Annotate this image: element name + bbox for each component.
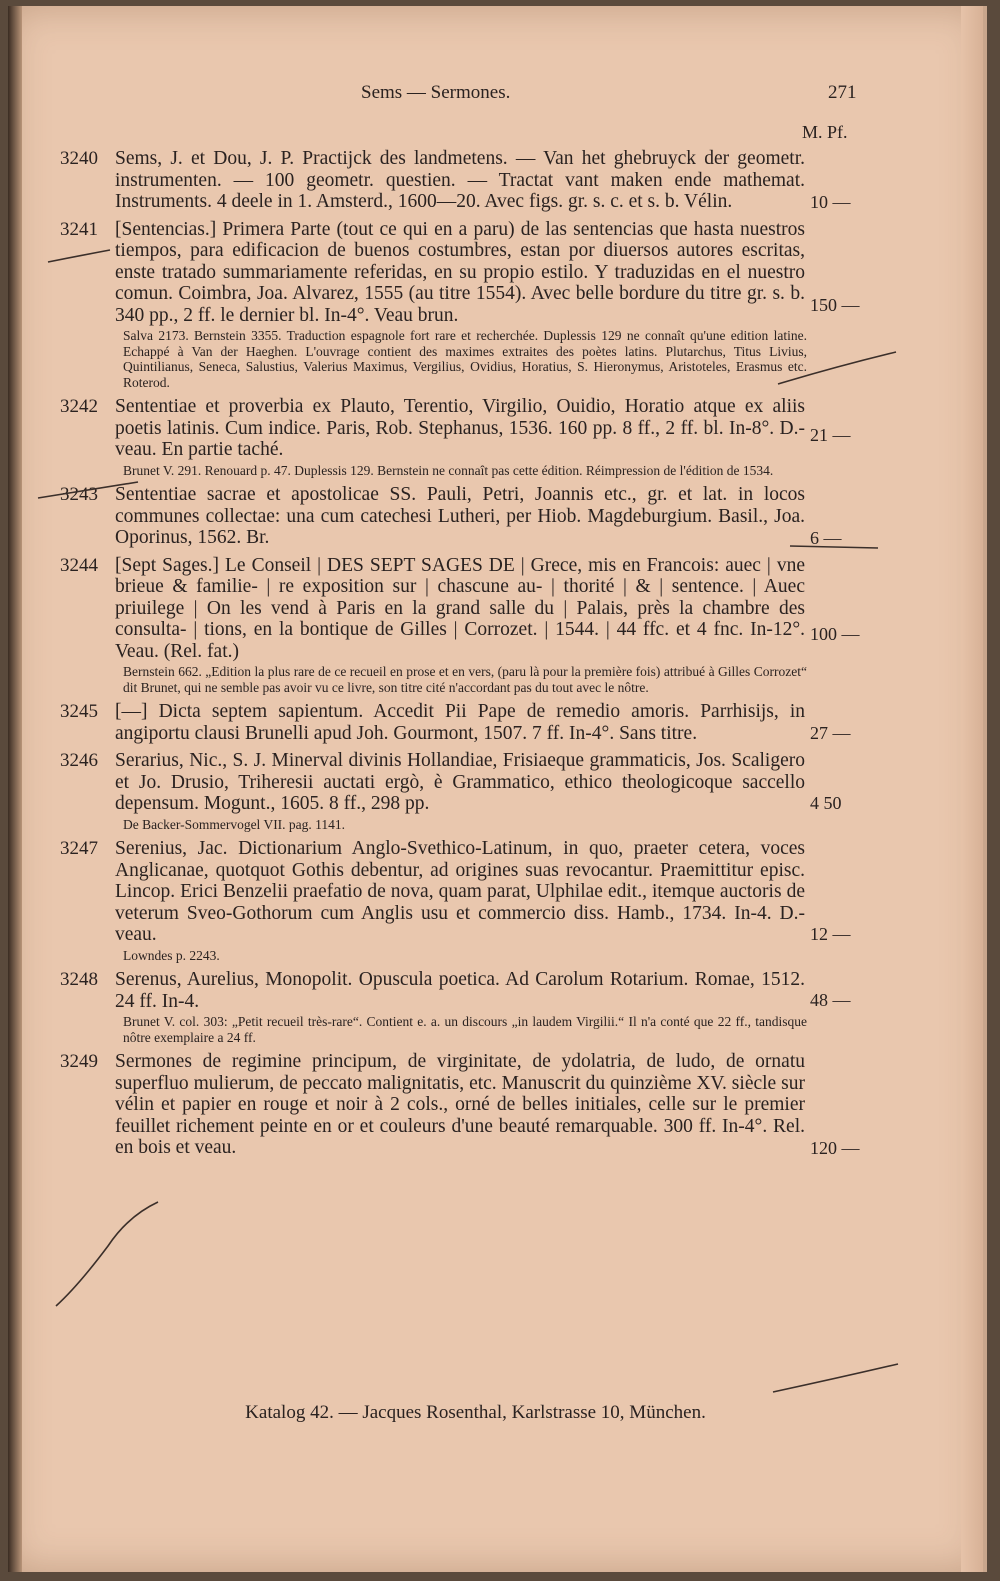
entry-text: Serenius, Jac. Dictionarium Anglo-Svethico-Latinum, in quo, praeter cetera, voces Anglicanae, quotquot Gothis debentur, ad origines suas revocantur. Praemittitur episc. Lincop. Erici Benzelii praefatio de nova, quam parat, Ulphilae edit., itemque auctoris de veterum Sveo-Gothorum cum Anglis usu et commercio diss. Hamb., 1734. In-4. D.-veau. [115, 838, 805, 945]
entry-note: Brunet V. col. 303: „Petit recueil très-rare“. Contient e. a. un discours „in laudem Virgilii.“ Il n'a conté que 22 ff., tandisque nôtre exemplaire a 24 ff. [123, 1014, 807, 1045]
entry-number: 3247 [60, 838, 98, 859]
pencil-marks [8, 6, 983, 1572]
entry-price: 12 — [810, 924, 851, 944]
entry-number: 3242 [60, 396, 98, 417]
entry-note: Bernstein 662. „Edition la plus rare de ce recueil en prose et en vers, (paru là pour la première fois) attribué à Gilles Corrozet“ dit Brunet, qui ne semble pas avoir vu ce livre, son titre cité n'accordant pas du tout avec le nôtre. [123, 664, 807, 695]
entry-price: 10 — [810, 191, 851, 212]
entry-text: [Sentencias.] Primera Parte (tout ce qui en a paru) de las sentencias que hasta nuestros tiempos, para edificacion de buenos costumbres, estan por diuersos autores escritas, enste tratado summariamente referidas, en su propio estilo. Y traduzidas en el nuestro comun. Coimbra, Joa. Alvarez, 1555 (au titre 1554). Avec belle bordure du titre gr. s. b. 340 pp., 2 ff. le dernier bl. In-4°. Veau brun. [115, 218, 805, 326]
entry-text: Serarius, Nic., S. J. Minerval divinis Hollandiae, Frisiaeque grammaticis, Jos. Scaligero et Jo. Drusio, Triheresii auctati ergò, è Grammatico, ethico theologicoque saccello depensum. Mogunt., 1605. 8 ff., 298 pp. [115, 750, 805, 814]
footer-text: Katalog 42. — Jacques Rosenthal, Karlstrasse 10, München. [245, 1402, 706, 1423]
entry-number: 3240 [60, 148, 98, 169]
entry-price: 150 — [810, 295, 860, 315]
entry-text: [Sept Sages.] Le Conseil | DES SEPT SAGES DE | Grece, mis en Francois: auec | vne brieue & familie- | re exposition sur | chascune au- | thorité | & | sentence. | Auec priuilege | On les vend à Paris en la grand salle du | Palais, près la chambre des consulta- | tions, en la bontique de Gilles | Corrozet. | 1544. | 44 ffc. et 4 fnc. In-12°. Veau. (Rel. fat.) [115, 554, 805, 662]
entry-number: 3245 [60, 701, 98, 722]
entry-text: Sententiae sacrae et apostolicae SS. Pauli, Petri, Joannis etc., gr. et lat. in locos communes collectae: una cum catechesi Lutheri, per Hiob. Magdeburgium. Basil., Joa. Oporinus, 1562. Br. [115, 484, 805, 548]
page-number: 271 [828, 82, 857, 103]
catalog-page [8, 6, 987, 1572]
entry-number: 3249 [60, 1051, 98, 1072]
entry-note: De Backer-Sommervogel VII. pag. 1141. [123, 816, 346, 832]
entry-price: 48 — [810, 990, 851, 1010]
entry-note: Lowndes p. 2243. [123, 947, 220, 963]
entry-text: [—] Dicta septem sapientum. Accedit Pii Pape de remedio amoris. Parrhisijs, in angiportu clausi Brunelli apud Joh. Gourmont, 1507. 7 ff. In-4°. Sans titre. [115, 701, 805, 744]
entry-text: Serenus, Aurelius, Monopolit. Opuscula poetica. Ad Carolum Rotarium. Romae, 1512. 24 ff. In-4. [115, 969, 805, 1012]
entry-price: 4 50 [810, 793, 842, 813]
entry-number: 3246 [60, 750, 98, 771]
entry-price: 6 — [810, 527, 842, 548]
entry-price: 21 — [810, 425, 851, 445]
entry-text: Sems, J. et Dou, J. P. Practijck des landmetens. — Van het ghebruyck der geometr. instrumenten. — 100 geometr. questien. — Tractat vant maken ende mathemat. Instruments. 4 deele in 1. Amsterd., 1600—20. Avec figs. gr. s. c. et s. b. Vélin. [115, 148, 805, 212]
entry-text: Sententiae et proverbia ex Plauto, Terentio, Virgilio, Ouidio, Horatio atque ex aliis poetis latinis. Cum indice. Paris, Rob. Stephanus, 1536. 160 pp. 8 ff., 2 ff. bl. In-8°. D.-veau. En partie taché. [115, 396, 805, 460]
currency-column-label: M. Pf. [802, 122, 848, 142]
entry-number: 3241 [60, 218, 98, 240]
entry-note: Brunet V. 291. Renouard p. 47. Duplessis 129. Bernstein ne connaît pas cette édition. Réimpression de l'édition de 1534. [123, 462, 774, 478]
entry-note: Salva 2173. Bernstein 3355. Traduction espagnole fort rare et recherchée. Duplessis 129 ne connaît qu'une edition latine. Echappé à Van der Haeghen. L'ouvrage contient des maximes extraites des poètes latins. Plutarchus, Titus Livius, Quintilianus, Seneca, Salustius, Valerius Maximus, Vergilius, Ovidius, Horatius, S. Hieronymus, Aristoteles, Erasmus etc. Roterod. [123, 328, 807, 390]
entry-number: 3248 [60, 969, 98, 990]
entry-number: 3243 [60, 484, 98, 505]
entry-text: Sermones de regimine principum, de virginitate, de ydolatria, de ludo, de ornatu superfluo mulierum, de peccato malignitatis, etc. Manuscrit du quinzième XV. siècle sur vélin et papier en rouge et noir à 2 cols., orné de belles initiales, celle sur le premier feuillet richement peinte en or et couleurs d'une beauté remarquable. 300 ff. In-4°. Rel. en bois et veau. [115, 1051, 805, 1158]
entry-price: 27 — [810, 723, 851, 743]
entry-price: 100 — [810, 624, 860, 644]
entry-price: 120 — [810, 1137, 860, 1158]
header-title: Sems — Sermones. [361, 82, 511, 103]
entry-number: 3244 [60, 554, 98, 576]
